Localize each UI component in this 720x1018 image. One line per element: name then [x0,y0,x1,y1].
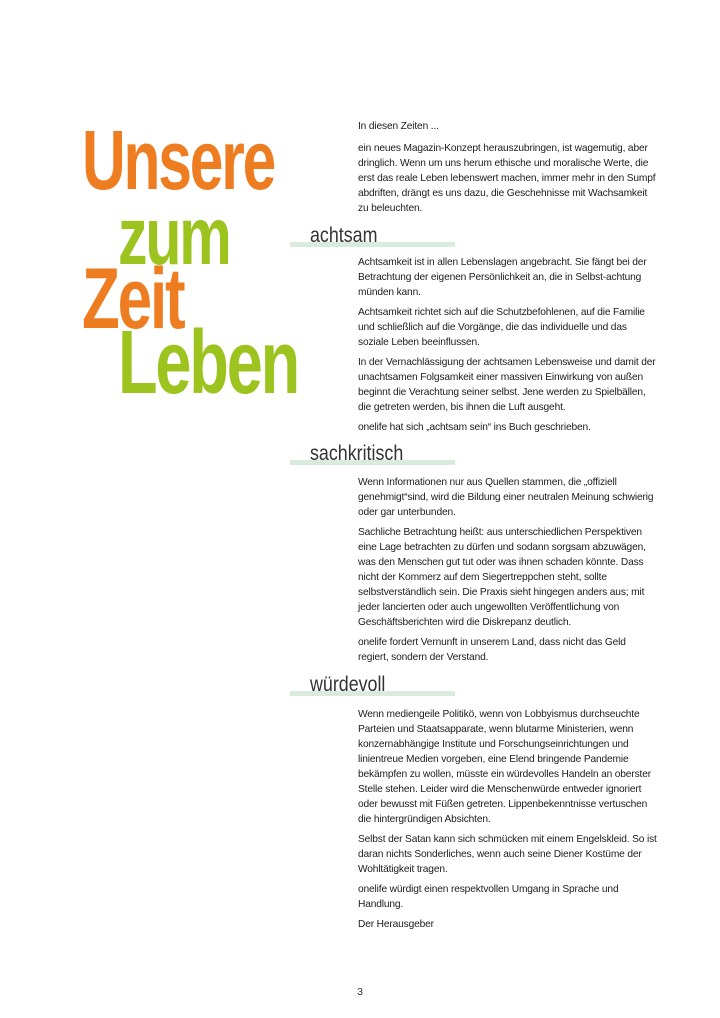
paragraph: Wenn mediengeile Politikö, wenn von Lobbyismus durchseuchte Parteien und Staatsapparate, wenn blutarme Ministerien, wenn konzernabhängige Institute und Forschungseinrichtungen und linientreue Medien vorgeben, eine Elend bringende Pandemie bekämpfen zu wollen, müsste ein würdevolles Handeln an oberster Stelle stehen. Leider wird die Menschenwürde entweder ignoriert oder bewusst mit Füßen getreten. Lippenbekenntnisse vertuschen die hintergründigen Absichten. [358,709,651,825]
section-heading-wuerdevoll [290,671,460,701]
section-heading-text: würdevoll [310,673,386,696]
signature: Der Herausgeber [358,919,434,930]
paragraph: In der Vernachlässigung der achtsamen Lebensweise und damit der unachtsamen Folgsamkeit einer massiven Einwirkung von außen beginnt die Verachtung seiner selbst. Jene werden zu Spielbällen, die getreten werden, bis ihnen die Luft ausgeht. [358,357,656,413]
page-number: 3 [357,986,363,998]
section-body-wuerdevoll [358,707,658,937]
section-heading-text: achtsam [310,224,378,247]
paragraph: onelife fordert Vernunft in unserem Land, dass nicht das Geld regiert, sondern der Verstand. [358,637,626,663]
paragraph: Selbst der Satan kann sich schmücken mit einem Engelskleid. So ist daran nichts Sonderliches, wenn auch seine Diener Kostüme der Wohltätigkeit tragen. [358,834,657,875]
intro-lead: In diesen Zeiten ... [358,121,439,132]
section-body-achtsam [358,255,658,440]
headline-word-zum: zum [118,191,230,282]
headline-word-leben: Leben [118,313,299,413]
section-heading-achtsam [290,222,460,252]
paragraph: onelife hat sich „achtsam sein“ ins Buch geschrieben. [358,422,591,433]
intro [358,119,658,221]
paragraph: Achtsamkeit ist in allen Lebenslagen angebracht. Sie fängt bei der Betrachtung der eigenen Persönlichkeit an, die in Selbst-achtung münden kann. [358,257,647,298]
headline-word-unsere: Unsere [82,113,275,207]
section-heading-sachkritisch [290,440,460,470]
paragraph: Sachliche Betrachtung heißt: aus unterschiedlichen Perspektiven eine Lage betrachten zu dürfen und sodann sorgsam abzuwägen, was den Menschen gut tut oder was ihnen schaden könnte. Dass nicht der Kommerz auf dem Siegertreppchen steht, sollte selbstverständlich sein. Die Praxis sieht hingegen anders aus; mit jeder lancierten oder auch ungewollten Veröffentlichung von Geschäftsberichten wird die Diskrepanz deutlich. [358,527,646,628]
paragraph: onelife würdigt einen respektvollen Umgang in Sprache und Handlung. [358,884,619,910]
section-body-sachkritisch [358,475,658,670]
paragraph: Wenn Informationen nur aus Quellen stammen, die „offiziell genehmigt“sind, wird die Bildung einer neutralen Meinung schwierig oder gar unterbunden. [358,477,654,518]
section-heading-text: sachkritisch [310,442,404,465]
headline-word-zeit: Zeit [82,251,184,347]
intro-text: ein neues Magazin-Konzept herauszubringen, ist wagemutig, aber dringlich. Wenn um uns herum ethische und moralische Werte, die erst das reale Leben lebenswert machen, immer mehr in den Sumpf abdriften, drängt es uns dazu, die Geschehnisse mit Wachsamkeit zu beleuchten. [358,143,656,214]
paragraph: Achtsamkeit richtet sich auf die Schutzbefohlenen, auf die Familie und schließlich auf die Vorgänge, die das individuelle und das soziale Leben beeinflussen. [358,307,645,348]
